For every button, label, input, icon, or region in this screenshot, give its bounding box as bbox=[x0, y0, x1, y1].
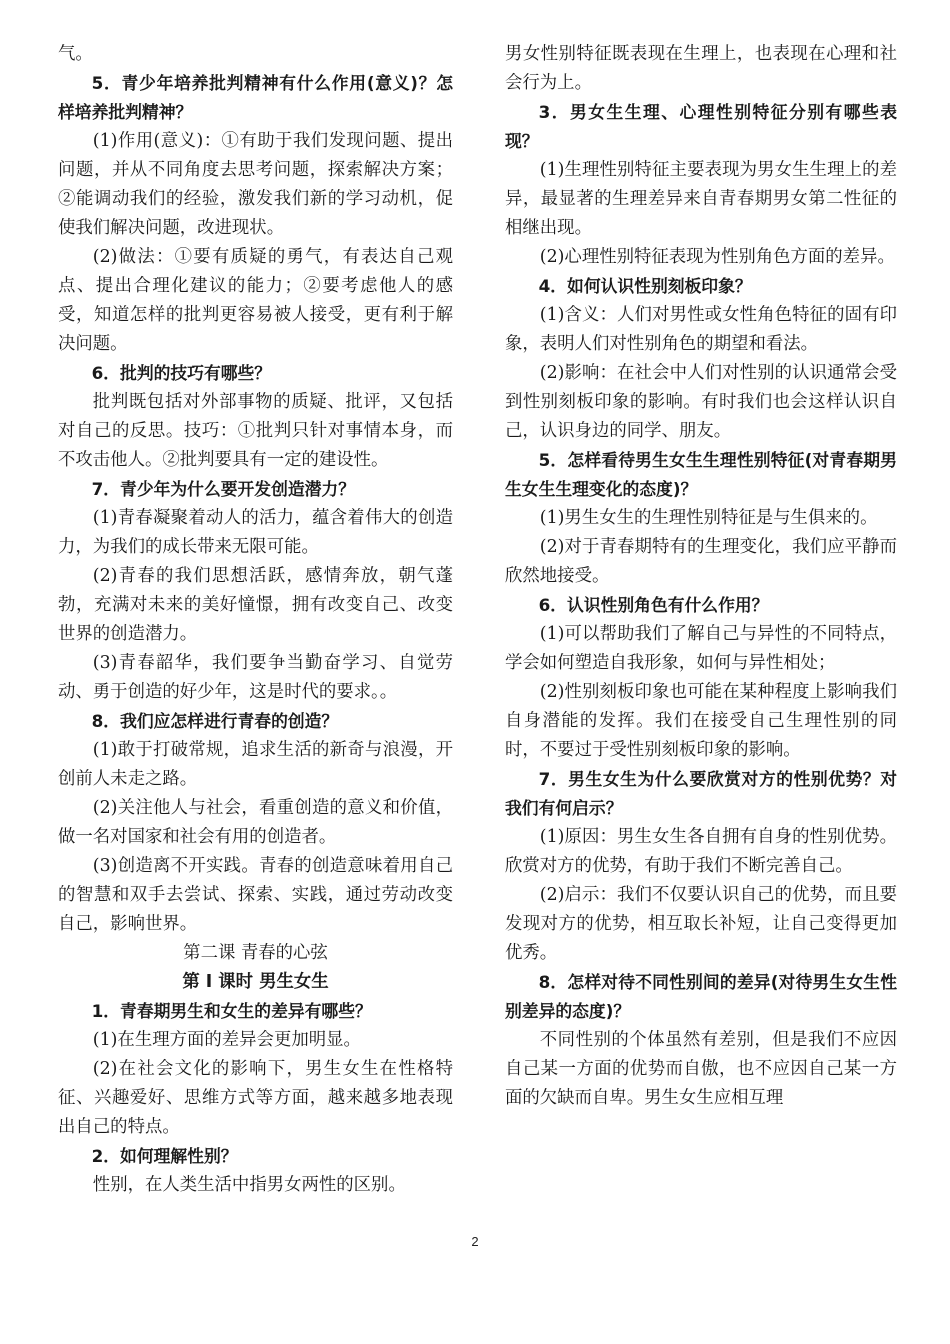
paragraph: (3)青春韶华，我们要争当勤奋学习、自觉劳动、勇于创造的好少年，这是时代的要求。。 bbox=[58, 653, 453, 702]
paragraph: 批判既包括对外部事物的质疑、批评，又包括对自己的反思。技巧：①批判只针对事情本身，而不攻击他人。②批判要具有一定的建设性。 bbox=[58, 392, 453, 470]
question-heading: 5．怎样看待男生女生生理性别特征(对青春期男生女生生理变化的态度)？ bbox=[505, 450, 897, 499]
question-heading: 6．批判的技巧有哪些？ bbox=[91, 363, 272, 383]
paragraph: (1)男生女生的生理性别特征是与生俱来的。 bbox=[539, 508, 878, 528]
right-column bbox=[505, 40, 897, 1113]
paragraph: 气。 bbox=[58, 44, 93, 64]
question-heading: 3．男女生生理、心理性别特征分别有哪些表现？ bbox=[505, 102, 897, 151]
paragraph: 性别，在人类生活中指男女两性的区别。 bbox=[92, 1175, 406, 1195]
paragraph: (1)原因：男生女生各自拥有自身的性别优势。欣赏对方的优势，有助于我们不断完善自己。 bbox=[505, 827, 897, 876]
paragraph: (2)性别刻板印象也可能在某种程度上影响我们自身潜能的发挥。我们在接受自己生理性别的同时，不要过于受性别刻板印象的影响。 bbox=[505, 682, 897, 760]
paragraph: (1)青春凝聚着动人的活力，蕴含着伟大的创造力，为我们的成长带来无限可能。 bbox=[58, 508, 453, 557]
question-heading: 8．我们应怎样进行青春的创造？ bbox=[91, 711, 339, 731]
paragraph: (1)敢于打破常规，追求生活的新奇与浪漫，开创前人未走之路。 bbox=[58, 740, 453, 789]
paragraph: (2)启示：我们不仅要认识自己的优势，而且要发现对方的优势，相互取长补短，让自己变得更加优秀。 bbox=[505, 885, 897, 963]
question-heading: 5．青少年培养批判精神有什么作用(意义)？怎样培养批判精神？ bbox=[58, 73, 453, 122]
paragraph: 男女性别特征既表现在生理上，也表现在心理和社会行为上。 bbox=[505, 44, 897, 93]
paragraph: (1)作用(意义)：①有助于我们发现问题、提出问题，并从不同角度去思考问题，探索解决方案；②能调动我们的经验，激发我们新的学习动机，促使我们解决问题，改进现状。 bbox=[58, 131, 453, 238]
left-column bbox=[58, 40, 453, 1200]
paragraph: (1)含义：人们对男性或女性角色特征的固有印象，表明人们对性别角色的期望和看法。 bbox=[505, 305, 897, 354]
question-heading: 1．青春期男生和女生的差异有哪些？ bbox=[91, 1001, 372, 1021]
paragraph: (2)做法：①要有质疑的勇气，有表达自己观点、提出合理化建议的能力；②要考虑他人的感受，知道怎样的批判更容易被人接受，更有利于解决问题。 bbox=[58, 247, 453, 354]
paragraph: (2)影响：在社会中人们对性别的认识通常会受到性别刻板印象的影响。有时我们也会这样认识自己，认识身边的同学、朋友。 bbox=[505, 363, 897, 441]
paragraph: (3)创造离不开实践。青春的创造意味着用自己的智慧和双手去尝试、探索、实践，通过劳动改变自己，影响世界。 bbox=[58, 856, 453, 934]
paragraph: (1)生理性别特征主要表现为男女生生理上的差异，最显著的生理差异来自青春期男女第二性征的相继出现。 bbox=[505, 160, 897, 238]
question-heading: 4．如何认识性别刻板印象？ bbox=[538, 276, 752, 296]
paragraph: (2)在社会文化的影响下，男生女生在性格特征、兴趣爱好、思维方式等方面，越来越多地表现出自己的特点。 bbox=[58, 1059, 453, 1137]
paragraph: (1)可以帮助我们了解自己与异性的不同特点，学会如何塑造自我形象，如何与异性相处； bbox=[505, 624, 897, 673]
question-heading: 6．认识性别角色有什么作用？ bbox=[538, 595, 769, 615]
paragraph: (2)关注他人与社会，看重创造的意义和价值，做一名对国家和社会有用的创造者。 bbox=[58, 798, 453, 847]
page-number: 2 bbox=[471, 1234, 479, 1249]
section-title: 第 I 课时 男生女生 bbox=[182, 972, 329, 992]
question-heading: 7．男生女生为什么要欣赏对方的性别优势？对我们有何启示？ bbox=[505, 769, 897, 818]
paragraph: (1)在生理方面的差异会更加明显。 bbox=[92, 1030, 361, 1050]
question-heading: 2．如何理解性别？ bbox=[91, 1146, 238, 1166]
question-heading: 8．怎样对待不同性别间的差异(对待男生女生性别差异的态度)？ bbox=[505, 972, 897, 1021]
lesson-title: 第二课 青春的心弦 bbox=[183, 943, 328, 963]
question-heading: 7．青少年为什么要开发创造潜力？ bbox=[91, 479, 355, 499]
paragraph: (2)心理性别特征表现为性别角色方面的差异。 bbox=[539, 247, 895, 267]
paragraph: 不同性别的个体虽然有差别，但是我们不应因自己某一方面的优势而自傲，也不应因自己某一方面的欠缺而自卑。男生女生应相互理 bbox=[505, 1030, 897, 1108]
paragraph: (2)对于青春期特有的生理变化，我们应平静而欣然地接受。 bbox=[505, 537, 897, 586]
paragraph: (2)青春的我们思想活跃，感情奔放，朝气蓬勃，充满对未来的美好憧憬，拥有改变自己、改变世界的创造潜力。 bbox=[58, 566, 453, 644]
